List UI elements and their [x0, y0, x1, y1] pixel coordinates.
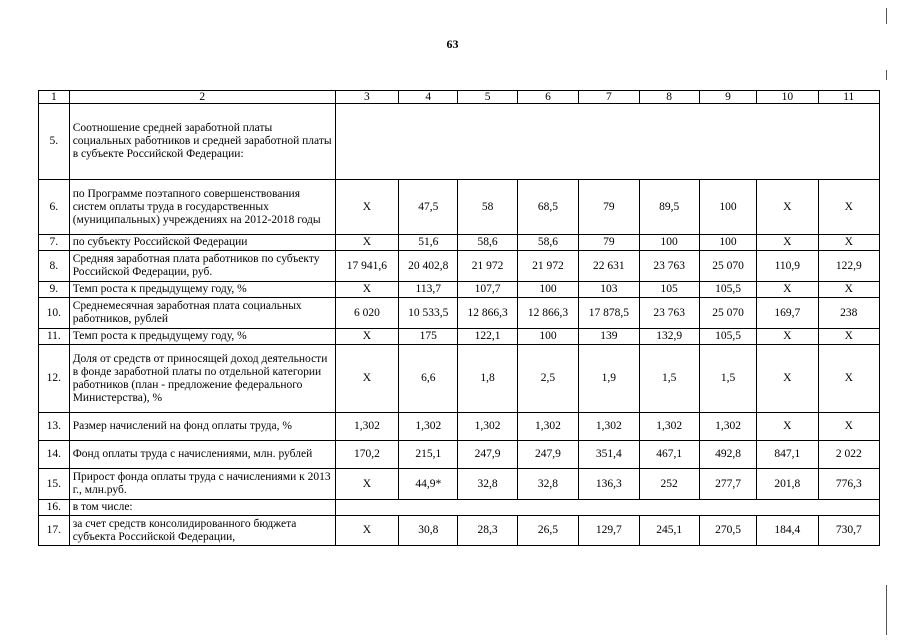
value-cell: 100: [699, 180, 756, 235]
value-cell: 100: [639, 235, 699, 251]
row-number: 12.: [39, 345, 70, 413]
table-row: [39, 469, 880, 500]
value-cell: 17 878,5: [579, 298, 639, 329]
value-cell: 122,9: [818, 251, 879, 282]
empty-merged-cell: [335, 500, 879, 516]
header-cell: 3: [335, 91, 398, 104]
value-cell: 252: [639, 469, 699, 500]
value-cell: 28,3: [458, 516, 517, 546]
value-cell: Х: [757, 329, 818, 345]
value-cell: 105: [639, 282, 699, 298]
value-cell: Х: [818, 180, 879, 235]
value-cell: Х: [335, 469, 398, 500]
value-cell: 26,5: [517, 516, 578, 546]
table-row: [39, 500, 880, 516]
row-label: Темп роста к предыдущему году, %: [69, 329, 335, 345]
value-cell: 6 020: [335, 298, 398, 329]
header-cell: 7: [579, 91, 639, 104]
value-cell: 79: [579, 180, 639, 235]
value-cell: 1,302: [699, 413, 756, 441]
value-cell: 136,3: [579, 469, 639, 500]
value-cell: 847,1: [757, 441, 818, 469]
row-label: Темп роста к предыдущему году, %: [69, 282, 335, 298]
row-label: Фонд оплаты труда с начислениями, млн. рублей: [69, 441, 335, 469]
value-cell: 492,8: [699, 441, 756, 469]
value-cell: 89,5: [639, 180, 699, 235]
value-cell: 1,5: [699, 345, 756, 413]
row-number: 5.: [39, 104, 70, 180]
header-cell: 5: [458, 91, 517, 104]
value-cell: 122,1: [458, 329, 517, 345]
empty-merged-cell: [335, 104, 879, 180]
value-cell: 170,2: [335, 441, 398, 469]
table-row: [39, 413, 880, 441]
value-cell: 351,4: [579, 441, 639, 469]
value-cell: 51,6: [399, 235, 458, 251]
table-row: [39, 441, 880, 469]
value-cell: 1,5: [639, 345, 699, 413]
header-row: [39, 91, 880, 104]
value-cell: 139: [579, 329, 639, 345]
value-cell: 25 070: [699, 251, 756, 282]
header-cell: 4: [399, 91, 458, 104]
scan-edge-mark-mid: [886, 70, 887, 80]
value-cell: 100: [699, 235, 756, 251]
row-number: 9.: [39, 282, 70, 298]
value-cell: 105,5: [699, 329, 756, 345]
value-cell: 1,302: [399, 413, 458, 441]
value-cell: 58,6: [517, 235, 578, 251]
value-cell: 32,8: [517, 469, 578, 500]
row-number: 8.: [39, 251, 70, 282]
value-cell: 23 763: [639, 251, 699, 282]
value-cell: 10 533,5: [399, 298, 458, 329]
value-cell: 32,8: [458, 469, 517, 500]
header-cell: 10: [757, 91, 818, 104]
value-cell: 105,5: [699, 282, 756, 298]
value-cell: 238: [818, 298, 879, 329]
value-cell: 20 402,8: [399, 251, 458, 282]
row-number: 15.: [39, 469, 70, 500]
value-cell: Х: [818, 282, 879, 298]
header-cell: 1: [39, 91, 70, 104]
value-cell: 129,7: [579, 516, 639, 546]
value-cell: 79: [579, 235, 639, 251]
value-cell: 100: [517, 329, 578, 345]
value-cell: 245,1: [639, 516, 699, 546]
row-label: Соотношение средней заработной платы социальных работников и средней заработной платы в субъекте Российской Федерации:: [69, 104, 335, 180]
value-cell: 247,9: [517, 441, 578, 469]
header-cell: 8: [639, 91, 699, 104]
value-cell: Х: [757, 180, 818, 235]
value-cell: 1,8: [458, 345, 517, 413]
value-cell: 169,7: [757, 298, 818, 329]
value-cell: Х: [818, 413, 879, 441]
scan-edge-mark-bottom: [886, 585, 887, 635]
value-cell: 110,9: [757, 251, 818, 282]
row-label: Среднемесячная заработная плата социальных работников, рублей: [69, 298, 335, 329]
value-cell: 12 866,3: [458, 298, 517, 329]
value-cell: 175: [399, 329, 458, 345]
row-label: Прирост фонда оплаты труда с начислениями к 2013 г., млн.руб.: [69, 469, 335, 500]
table-row: [39, 329, 880, 345]
value-cell: Х: [757, 345, 818, 413]
row-label: по Программе поэтапного совершенствования систем оплаты труда в государственных (муниципальных) учреждениях на 2012-2018 годы: [69, 180, 335, 235]
salary-table: [38, 90, 880, 546]
header-cell: 11: [818, 91, 879, 104]
row-label: по субъекту Российской Федерации: [69, 235, 335, 251]
table-row: [39, 235, 880, 251]
value-cell: 2 022: [818, 441, 879, 469]
value-cell: Х: [335, 180, 398, 235]
table-row: [39, 282, 880, 298]
value-cell: Х: [335, 282, 398, 298]
value-cell: 467,1: [639, 441, 699, 469]
value-cell: Х: [818, 235, 879, 251]
value-cell: Х: [757, 282, 818, 298]
table-row: [39, 251, 880, 282]
table-row: [39, 298, 880, 329]
value-cell: 201,8: [757, 469, 818, 500]
value-cell: 184,4: [757, 516, 818, 546]
row-label: Средняя заработная плата работников по субъекту Российской Федерации, руб.: [69, 251, 335, 282]
value-cell: 100: [517, 282, 578, 298]
row-label: Доля от средств от приносящей доход деятельности в фонде заработной платы по отдельной категории работников (план - предложение федерального Министерства), %: [69, 345, 335, 413]
value-cell: 132,9: [639, 329, 699, 345]
value-cell: 25 070: [699, 298, 756, 329]
header-cell: 2: [69, 91, 335, 104]
value-cell: Х: [818, 345, 879, 413]
row-number: 14.: [39, 441, 70, 469]
row-label: в том числе:: [69, 500, 335, 516]
value-cell: 776,3: [818, 469, 879, 500]
table-row: [39, 104, 880, 180]
value-cell: 58,6: [458, 235, 517, 251]
value-cell: 107,7: [458, 282, 517, 298]
value-cell: 270,5: [699, 516, 756, 546]
value-cell: Х: [757, 413, 818, 441]
value-cell: 12 866,3: [517, 298, 578, 329]
value-cell: Х: [818, 329, 879, 345]
value-cell: 277,7: [699, 469, 756, 500]
row-number: 13.: [39, 413, 70, 441]
value-cell: 1,302: [579, 413, 639, 441]
row-number: 6.: [39, 180, 70, 235]
value-cell: 103: [579, 282, 639, 298]
row-number: 7.: [39, 235, 70, 251]
value-cell: 730,7: [818, 516, 879, 546]
value-cell: Х: [335, 235, 398, 251]
row-number: 16.: [39, 500, 70, 516]
value-cell: 17 941,6: [335, 251, 398, 282]
header-cell: 9: [699, 91, 756, 104]
value-cell: 1,302: [517, 413, 578, 441]
value-cell: 247,9: [458, 441, 517, 469]
table-row: [39, 180, 880, 235]
table-row: [39, 516, 880, 546]
value-cell: 23 763: [639, 298, 699, 329]
value-cell: 1,302: [335, 413, 398, 441]
value-cell: 1,302: [458, 413, 517, 441]
value-cell: 113,7: [399, 282, 458, 298]
row-label: Размер начислений на фонд оплаты труда, %: [69, 413, 335, 441]
value-cell: 2,5: [517, 345, 578, 413]
row-label: за счет средств консолидированного бюджета субъекта Российской Федерации,: [69, 516, 335, 546]
value-cell: 68,5: [517, 180, 578, 235]
row-number: 17.: [39, 516, 70, 546]
value-cell: Х: [335, 516, 398, 546]
value-cell: Х: [757, 235, 818, 251]
scan-edge-mark-top: [886, 8, 887, 24]
value-cell: 1,9: [579, 345, 639, 413]
value-cell: 22 631: [579, 251, 639, 282]
value-cell: 21 972: [517, 251, 578, 282]
value-cell: Х: [335, 329, 398, 345]
value-cell: 6,6: [399, 345, 458, 413]
table-row: [39, 345, 880, 413]
header-cell: 6: [517, 91, 578, 104]
value-cell: 215,1: [399, 441, 458, 469]
value-cell: Х: [335, 345, 398, 413]
value-cell: 1,302: [639, 413, 699, 441]
page-number: 63: [446, 37, 459, 51]
value-cell: 44,9*: [399, 469, 458, 500]
value-cell: 58: [458, 180, 517, 235]
row-number: 11.: [39, 329, 70, 345]
row-number: 10.: [39, 298, 70, 329]
value-cell: 47,5: [399, 180, 458, 235]
value-cell: 30,8: [399, 516, 458, 546]
value-cell: 21 972: [458, 251, 517, 282]
